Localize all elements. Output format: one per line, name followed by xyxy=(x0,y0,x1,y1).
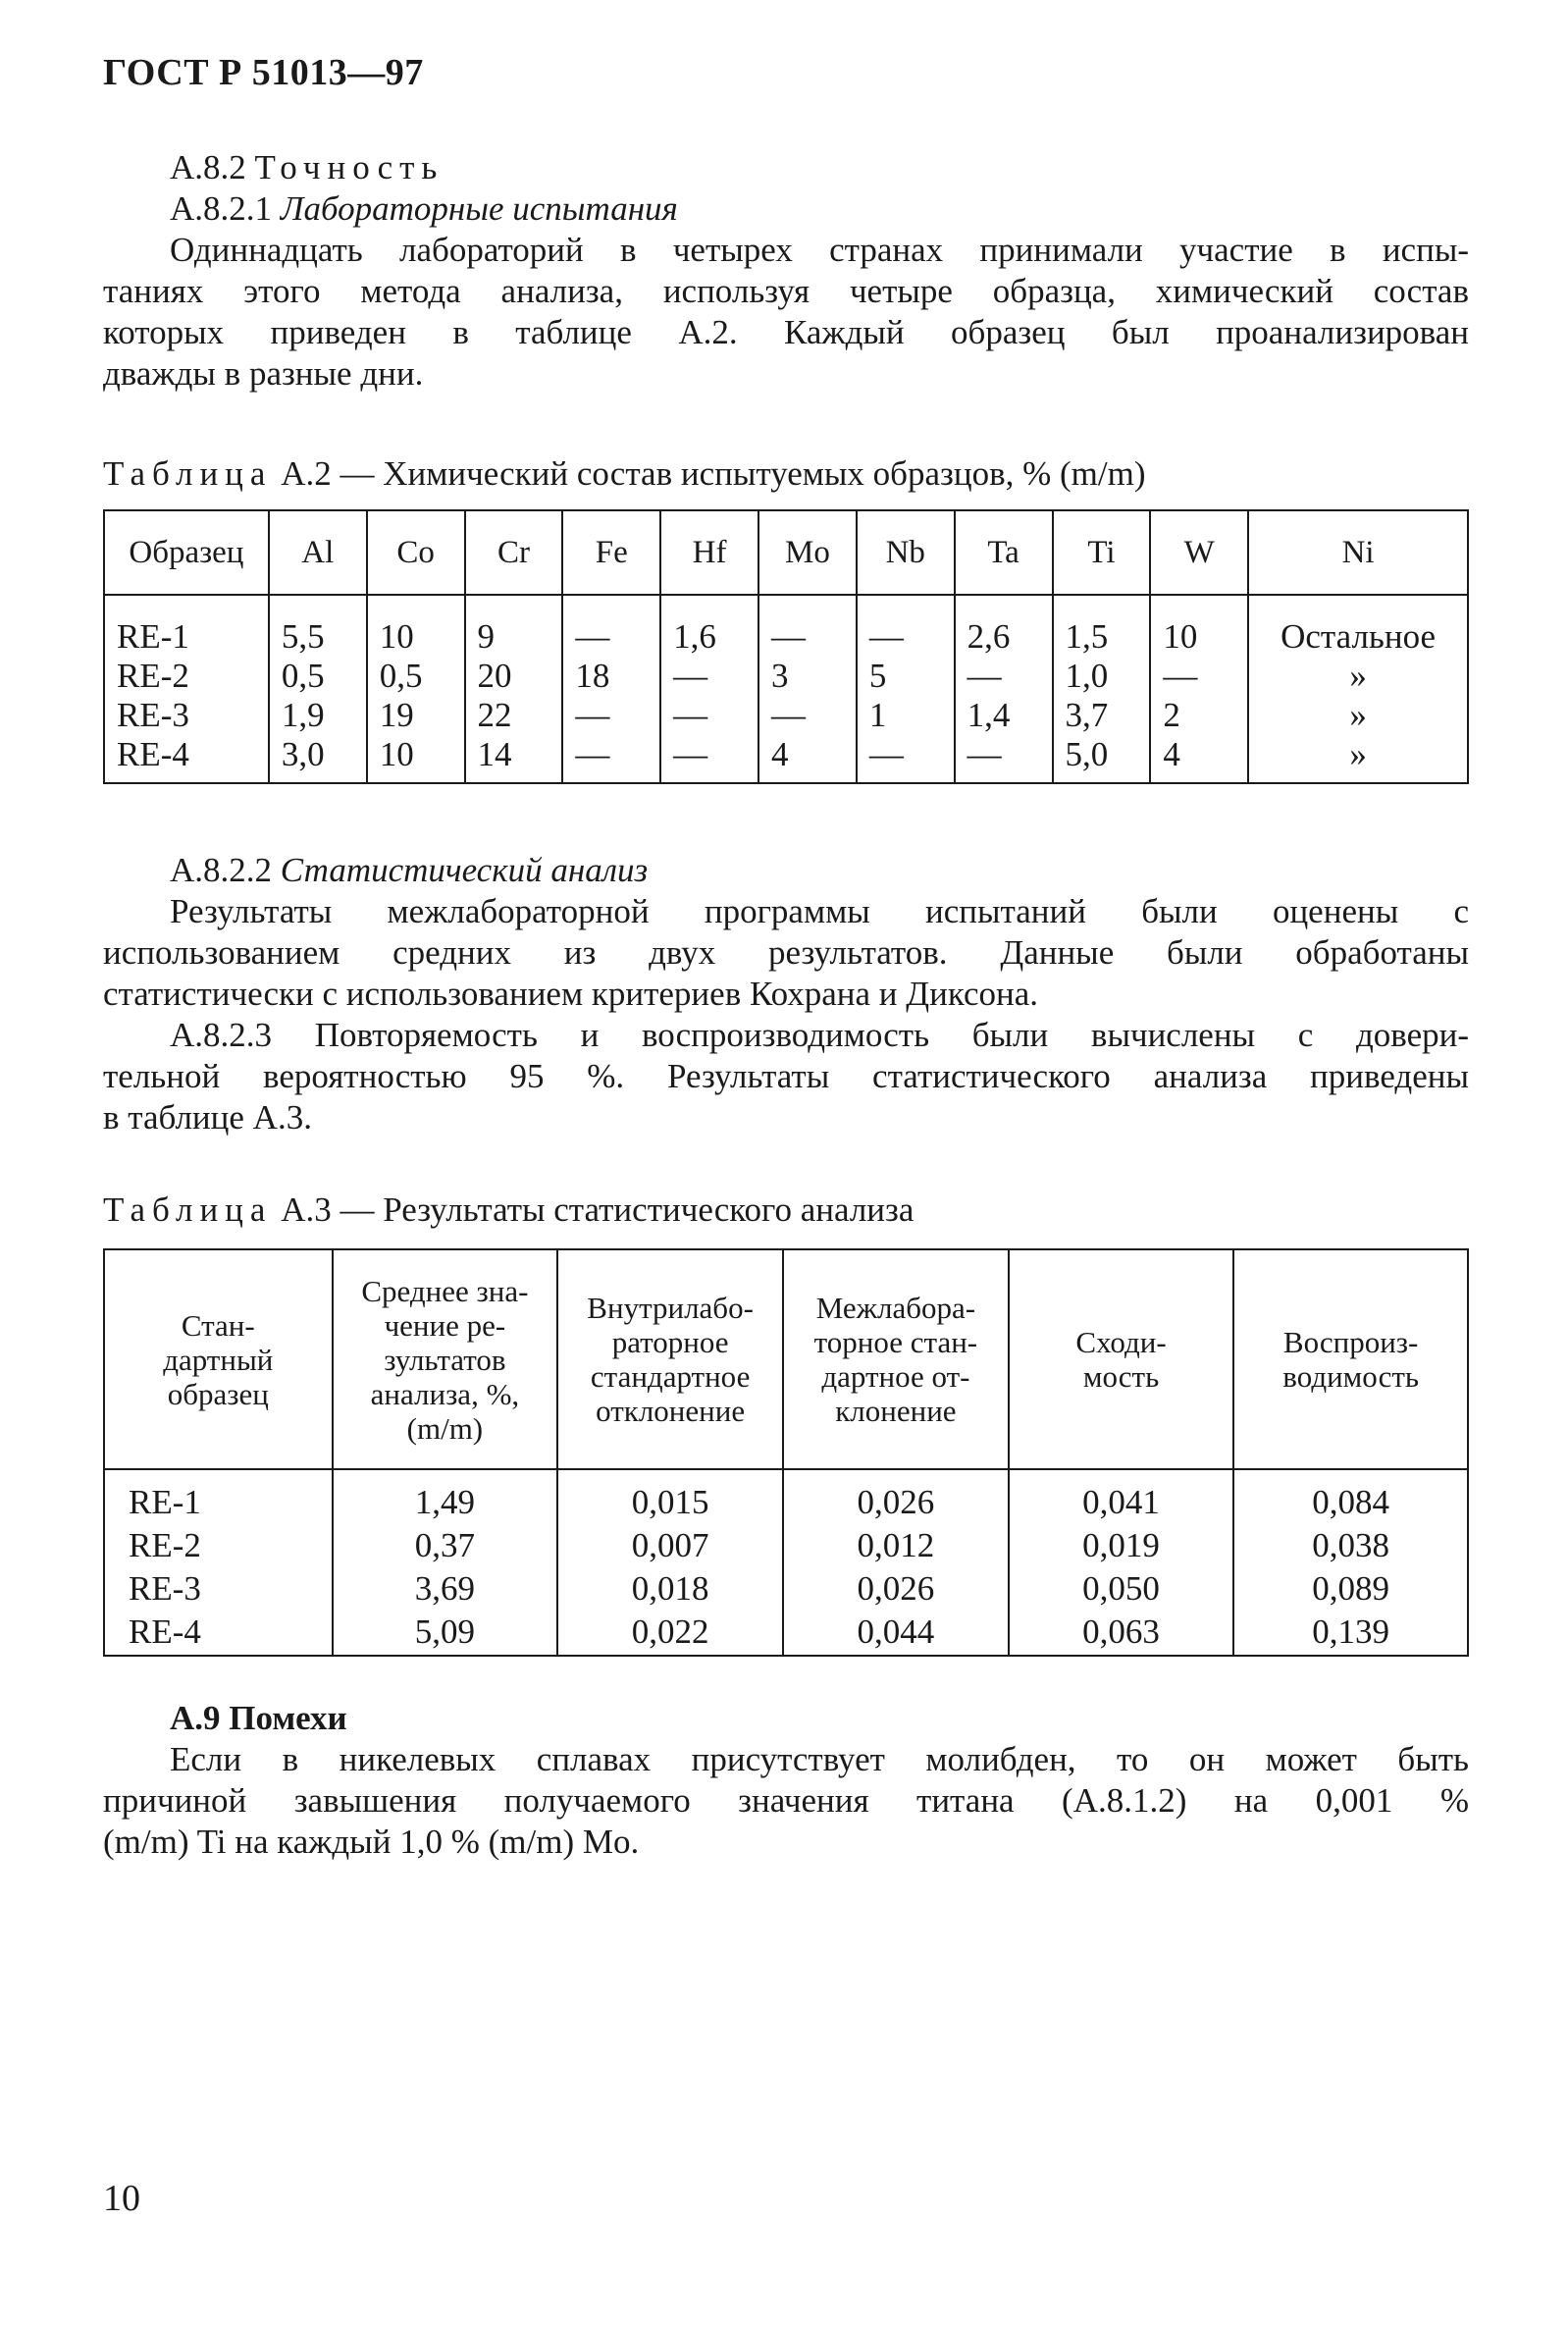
table-cell: 0,5 xyxy=(367,657,465,696)
table-cell: 0,044 xyxy=(783,1611,1009,1656)
table-cell: RE-3 xyxy=(104,696,269,735)
table-row xyxy=(104,696,1468,735)
section-a822 xyxy=(103,850,1469,1138)
table-cell: 0,089 xyxy=(1233,1567,1468,1611)
page-number: 10 xyxy=(103,2178,140,2219)
column-header-repeatability: Сходи- мость xyxy=(1009,1249,1234,1469)
column-header: Al xyxy=(269,510,367,595)
table-cell: 0,041 xyxy=(1009,1469,1234,1524)
table-cell: Остальное xyxy=(1248,595,1468,657)
column-header: Cr xyxy=(465,510,563,595)
paragraph-line: Результаты межлабораторной программы испытаний были оценены с xyxy=(170,892,1469,930)
table-header-row xyxy=(104,1249,1468,1469)
section-heading-accuracy xyxy=(103,147,1469,188)
table-cell: 1,4 xyxy=(955,696,1053,735)
table-cell: 3,7 xyxy=(1053,696,1151,735)
table-cell: RE-2 xyxy=(104,657,269,696)
column-header-standard-sample: Стан- дартный образец xyxy=(104,1249,333,1469)
column-header: Ta xyxy=(955,510,1053,595)
table-cell: 0,018 xyxy=(557,1567,783,1611)
paragraph-line: статистически с использованием критериев Кохрана и Диксона. xyxy=(103,975,1039,1013)
section-number: А.8.2 xyxy=(170,148,246,186)
table-cell: 1,0 xyxy=(1053,657,1151,696)
column-header-reproducibility: Воспроиз- водимость xyxy=(1233,1249,1468,1469)
subsection-heading-lab-tests xyxy=(103,188,1469,230)
table-cell: 0,022 xyxy=(557,1611,783,1656)
table-cell: — xyxy=(660,657,758,696)
table-row xyxy=(104,735,1468,783)
table-row xyxy=(104,1567,1468,1611)
paragraph-line: (m/m) Ti на каждый 1,0 % (m/m) Mo. xyxy=(103,1823,640,1861)
paragraph-line: тельной вероятностью 95 %. Результаты статистического анализа приведены xyxy=(103,1057,1469,1095)
table-cell: » xyxy=(1248,657,1468,696)
caption-label: Таблица xyxy=(103,454,273,493)
table-cell: 0,026 xyxy=(783,1469,1009,1524)
table-row xyxy=(104,1469,1468,1524)
table-cell: 10 xyxy=(367,735,465,783)
table-cell: — xyxy=(660,735,758,783)
subsection-number: А.8.2.2 xyxy=(170,851,273,889)
table-cell: — xyxy=(758,595,857,657)
table-cell: 0,139 xyxy=(1233,1611,1468,1656)
paragraph-line: Если в никелевых сплавах присутствует молибден, то он может быть xyxy=(170,1740,1469,1778)
table-cell: 14 xyxy=(465,735,563,783)
table-cell: 3,69 xyxy=(333,1567,558,1611)
table-cell: 5 xyxy=(857,657,955,696)
paragraph-line: А.8.2.3 Повторяемость и воспроизводимость были вычислены с довери- xyxy=(170,1016,1469,1054)
table-cell: — xyxy=(955,657,1053,696)
table-cell: 1,6 xyxy=(660,595,758,657)
column-header: Mo xyxy=(758,510,857,595)
table-cell: 20 xyxy=(465,657,563,696)
table-cell: 5,0 xyxy=(1053,735,1151,783)
table-cell: 0,015 xyxy=(557,1469,783,1524)
table-cell: 0,012 xyxy=(783,1524,1009,1567)
table-cell: 1,5 xyxy=(1053,595,1151,657)
paragraph-line: использованием средних из двух результатов. Данные были обработаны xyxy=(103,933,1469,972)
document-header: ГОСТ Р 51013—97 xyxy=(103,52,424,93)
table-cell: — xyxy=(660,696,758,735)
table-a3 xyxy=(103,1248,1469,1657)
paragraph-line: таниях этого метода анализа, используя четыре образца, химический состав xyxy=(103,272,1469,310)
table-cell: 3,0 xyxy=(269,735,367,783)
table-cell: 0,084 xyxy=(1233,1469,1468,1524)
table-cell: RE-1 xyxy=(104,1469,333,1524)
paragraph-line: причиной завышения получаемого значения титана (А.8.1.2) на 0,001 % xyxy=(103,1781,1469,1820)
table-cell: — xyxy=(562,696,660,735)
caption-text: А.3 — Результаты статистического анализа xyxy=(281,1190,915,1229)
section-a9 xyxy=(103,1698,1469,1863)
table-cell: 1,49 xyxy=(333,1469,558,1524)
table-cell: RE-1 xyxy=(104,595,269,657)
table-cell: 0,026 xyxy=(783,1567,1009,1611)
column-header: Fe xyxy=(562,510,660,595)
column-header-mean-value: Среднее зна- чение ре- зультатов анализа, %, (m/m) xyxy=(333,1249,558,1469)
table-cell: 1,9 xyxy=(269,696,367,735)
table-row xyxy=(104,657,1468,696)
table-cell: 0,050 xyxy=(1009,1567,1234,1611)
subsection-heading-stat-analysis xyxy=(103,850,1469,891)
column-header-interlab-sd: Межлабора- торное стан- дартное от- клонение xyxy=(783,1249,1009,1469)
table-cell: 0,038 xyxy=(1233,1524,1468,1567)
table-cell: 1 xyxy=(857,696,955,735)
table-cell: 18 xyxy=(562,657,660,696)
table-cell: — xyxy=(857,735,955,783)
table-cell: 22 xyxy=(465,696,563,735)
table-header-row xyxy=(104,510,1468,595)
paragraph-line: дважды в разные дни. xyxy=(103,354,424,393)
paragraph-line: Одиннадцать лабораторий в четырех странах принимали участие в испы- xyxy=(170,231,1469,269)
column-header: Ti xyxy=(1053,510,1151,595)
section-heading-interference: А.9 Помехи xyxy=(170,1699,347,1737)
table-cell: RE-4 xyxy=(104,735,269,783)
table-row xyxy=(104,1524,1468,1567)
table-cell: 4 xyxy=(758,735,857,783)
table-cell: — xyxy=(562,735,660,783)
table-row xyxy=(104,595,1468,657)
table-cell: 2 xyxy=(1150,696,1248,735)
table-cell: RE-4 xyxy=(104,1611,333,1656)
table-cell: — xyxy=(857,595,955,657)
table-cell: » xyxy=(1248,735,1468,783)
table-cell: — xyxy=(955,735,1053,783)
table-cell: — xyxy=(758,696,857,735)
paragraph-line: которых приведен в таблице А.2. Каждый образец был проанализирован xyxy=(103,313,1469,351)
caption-label: Таблица xyxy=(103,1190,273,1229)
column-header: W xyxy=(1150,510,1248,595)
table-cell: RE-3 xyxy=(104,1567,333,1611)
table-cell: — xyxy=(562,595,660,657)
table-row xyxy=(104,1611,1468,1656)
table-cell: 0,37 xyxy=(333,1524,558,1567)
column-header-intralab-sd: Внутрилабо- раторное стандартное отклонение xyxy=(557,1249,783,1469)
table-cell: 5,09 xyxy=(333,1611,558,1656)
column-header: Образец xyxy=(104,510,269,595)
table-a2 xyxy=(103,509,1469,784)
table-cell: » xyxy=(1248,696,1468,735)
column-header: Co xyxy=(367,510,465,595)
caption-text: А.2 — Химический состав испытуемых образцов, % (m/m) xyxy=(281,454,1146,493)
table-cell: 0,007 xyxy=(557,1524,783,1567)
table-cell: — xyxy=(1150,657,1248,696)
subsection-title: Статистический анализ xyxy=(280,851,649,889)
table-cell: 4 xyxy=(1150,735,1248,783)
table-cell: 10 xyxy=(367,595,465,657)
table-cell: RE-2 xyxy=(104,1524,333,1567)
table-a3-caption xyxy=(103,1189,1469,1231)
subsection-title: Лабораторные испытания xyxy=(280,189,678,228)
table-cell: 5,5 xyxy=(269,595,367,657)
section-a82 xyxy=(103,147,1469,395)
table-cell: 0,063 xyxy=(1009,1611,1234,1656)
paragraph-line: в таблице А.3. xyxy=(103,1098,312,1137)
table-cell: 19 xyxy=(367,696,465,735)
table-cell: 0,019 xyxy=(1009,1524,1234,1567)
table-cell: 2,6 xyxy=(955,595,1053,657)
table-a2-caption xyxy=(103,453,1469,495)
table-cell: 0,5 xyxy=(269,657,367,696)
subsection-number: А.8.2.1 xyxy=(170,189,273,228)
column-header: Ni xyxy=(1248,510,1468,595)
table-cell: 3 xyxy=(758,657,857,696)
column-header: Nb xyxy=(857,510,955,595)
column-header: Hf xyxy=(660,510,758,595)
table-cell: 9 xyxy=(465,595,563,657)
section-title: Точность xyxy=(254,148,444,186)
table-cell: 10 xyxy=(1150,595,1248,657)
